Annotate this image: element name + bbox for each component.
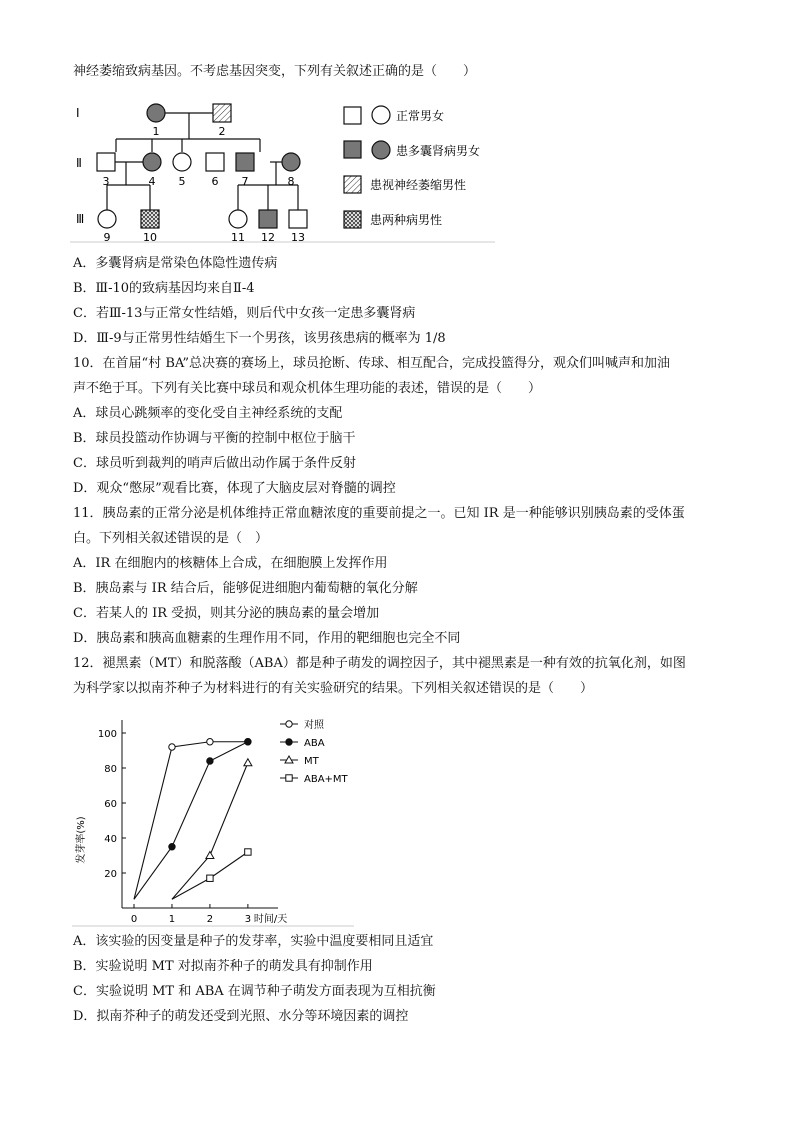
q9-option-b: B．Ⅲ-10的致病基因均来自Ⅱ-4 <box>73 281 255 296</box>
legend-optic-male <box>344 176 361 193</box>
legend-affected-male <box>344 141 361 158</box>
legend-affected-female <box>372 141 390 159</box>
id-label: 13 <box>291 231 305 244</box>
q11-option-d: D．胰岛素和胰高血糖素的生理作用不同，作用的靶细胞也完全不同 <box>73 631 461 646</box>
individual-II-7 <box>236 153 254 171</box>
legend-label: ABA+MT <box>304 774 348 785</box>
series-line-1 <box>134 742 248 900</box>
individual-II-8 <box>282 153 300 171</box>
legend-text: 正常男女 <box>396 109 445 123</box>
id-label: 6 <box>211 175 219 188</box>
legend-text: 患多囊肾病男女 <box>396 144 481 158</box>
q9-option-a: A．多囊肾病是常染色体隐性遗传病 <box>73 256 278 271</box>
x-tick-label: 2 <box>206 914 214 925</box>
x-axis-label: 时间/天 <box>253 914 288 925</box>
id-label: 7 <box>241 175 249 188</box>
legend-marker <box>286 739 292 745</box>
legend-text: 患视神经萎缩男性 <box>370 178 467 192</box>
id-label: 4 <box>148 175 156 188</box>
q9-option-c: C．若Ⅲ-13与正常女性结婚，则后代中女孩一定患多囊肾病 <box>73 306 416 321</box>
y-tick-label: 100 <box>97 729 117 740</box>
q11-stem-line2: 白。下列相关叙述错误的是（ ） <box>73 531 269 546</box>
q10-option-c: C．球员听到裁判的哨声后做出动作属于条件反射 <box>73 456 356 471</box>
data-point <box>207 875 213 881</box>
q12-option-b: B．实验说明 MT 对拟南芥种子的萌发具有抑制作用 <box>73 959 373 974</box>
y-tick-label: 80 <box>104 764 117 775</box>
legend-normal-female <box>372 106 390 124</box>
legend-both-male <box>344 211 361 228</box>
q10-stem-line2: 声不绝于耳。下列有关比赛中球员和观众机体生理功能的表述，错误的是（ ） <box>73 381 542 396</box>
q9-stem: 神经萎缩致病基因。不考虑基因突变，下列有关叙述正确的是（ ） <box>73 64 477 79</box>
individual-III-11 <box>229 210 247 228</box>
data-point <box>245 739 251 745</box>
legend-label: 对照 <box>304 720 324 731</box>
q11-option-c: C．若某人的 IR 受损，则其分泌的胰岛素的量会增加 <box>73 606 380 621</box>
data-point <box>169 844 175 850</box>
id-label: 2 <box>218 125 226 138</box>
data-point <box>169 744 175 750</box>
q10-option-a: A．球员心跳频率的变化受自主神经系统的支配 <box>73 406 343 421</box>
id-label: 3 <box>102 175 110 188</box>
id-label: 8 <box>287 175 295 188</box>
q10-stem-line1: 10．在首届“村 BA”总决赛的赛场上，球员抢断、传球、相互配合，完成投篮得分，观众们叫喊声和加油 <box>73 356 670 371</box>
id-label: 1 <box>152 125 160 138</box>
q10-option-b: B．球员投篮动作协调与平衡的控制中枢位于脑干 <box>73 431 356 446</box>
individual-III-12 <box>259 210 277 228</box>
id-label: 10 <box>143 231 157 244</box>
id-label: 5 <box>178 175 186 188</box>
y-axis-label: 发芽率(%) <box>76 816 87 864</box>
q11-option-b: B．胰岛素与 IR 结合后，能够促进细胞内葡萄糖的氧化分解 <box>73 581 418 596</box>
y-tick-label: 60 <box>104 799 117 810</box>
x-tick-label: 0 <box>130 914 138 925</box>
y-tick-label: 40 <box>104 834 117 845</box>
data-point <box>207 758 213 764</box>
x-tick-label: 3 <box>244 914 252 925</box>
individual-III-13 <box>289 210 307 228</box>
data-point <box>245 849 251 855</box>
legend-text: 患两种病男性 <box>370 213 443 227</box>
q10-option-d: D．观众“憋尿”观看比赛，体现了大脑皮层对脊髓的调控 <box>73 481 396 496</box>
individual-II-3 <box>97 153 115 171</box>
generation-label: Ⅰ <box>76 106 80 120</box>
id-label: 12 <box>261 231 275 244</box>
generation-label: Ⅲ <box>76 212 85 226</box>
legend-label: ABA <box>304 738 325 749</box>
id-label: 11 <box>231 231 245 244</box>
legend-marker <box>286 775 292 781</box>
q12-option-c: C．实验说明 MT 和 ABA 在调节种子萌发方面表现为互相抗衡 <box>73 984 436 999</box>
individual-II-6 <box>206 153 224 171</box>
q12-option-a: A．该实验的因变量是种子的发芽率，实验中温度要相同且适宜 <box>73 934 434 949</box>
q11-option-a: A．IR 在细胞内的核糖体上合成，在细胞膜上发挥作用 <box>73 556 388 571</box>
individual-III-9 <box>98 210 116 228</box>
pedigree-diagram <box>70 95 510 245</box>
individual-I-1 <box>147 104 165 122</box>
data-point <box>207 739 213 745</box>
individual-I-2 <box>213 104 231 122</box>
x-tick-label: 1 <box>168 914 176 925</box>
id-label: 9 <box>103 231 111 244</box>
q9-option-d: D．Ⅲ-9与正常男性结婚生下一个男孩，该男孩患病的概率为 1/8 <box>73 331 446 346</box>
q12-stem-line1: 12．褪黑素（MT）和脱落酸（ABA）都是种子萌发的调控因子，其中褪黑素是一种有效的抗氧化剂，如图 <box>73 656 686 671</box>
generation-label: Ⅱ <box>76 156 82 170</box>
individual-III-10 <box>141 210 159 228</box>
legend-marker <box>286 721 292 727</box>
y-tick-label: 20 <box>104 869 117 880</box>
germination-chart <box>72 710 372 930</box>
individual-II-5 <box>173 153 191 171</box>
q12-option-d: D．拟南芥种子的萌发还受到光照、水分等环境因素的调控 <box>73 1009 409 1024</box>
legend-normal-male <box>344 107 361 124</box>
data-point <box>206 852 214 859</box>
legend-label: MT <box>304 756 319 767</box>
q11-stem-line1: 11．胰岛素的正常分泌是机体维持正常血糖浓度的重要前提之一。已知 IR 是一种能够识别胰岛素的受体蛋 <box>73 506 685 521</box>
individual-II-4 <box>143 153 161 171</box>
q12-stem-line2: 为科学家以拟南芥种子为材料进行的有关实验研究的结果。下列相关叙述错误的是（ ） <box>73 681 594 696</box>
data-point <box>244 759 252 766</box>
